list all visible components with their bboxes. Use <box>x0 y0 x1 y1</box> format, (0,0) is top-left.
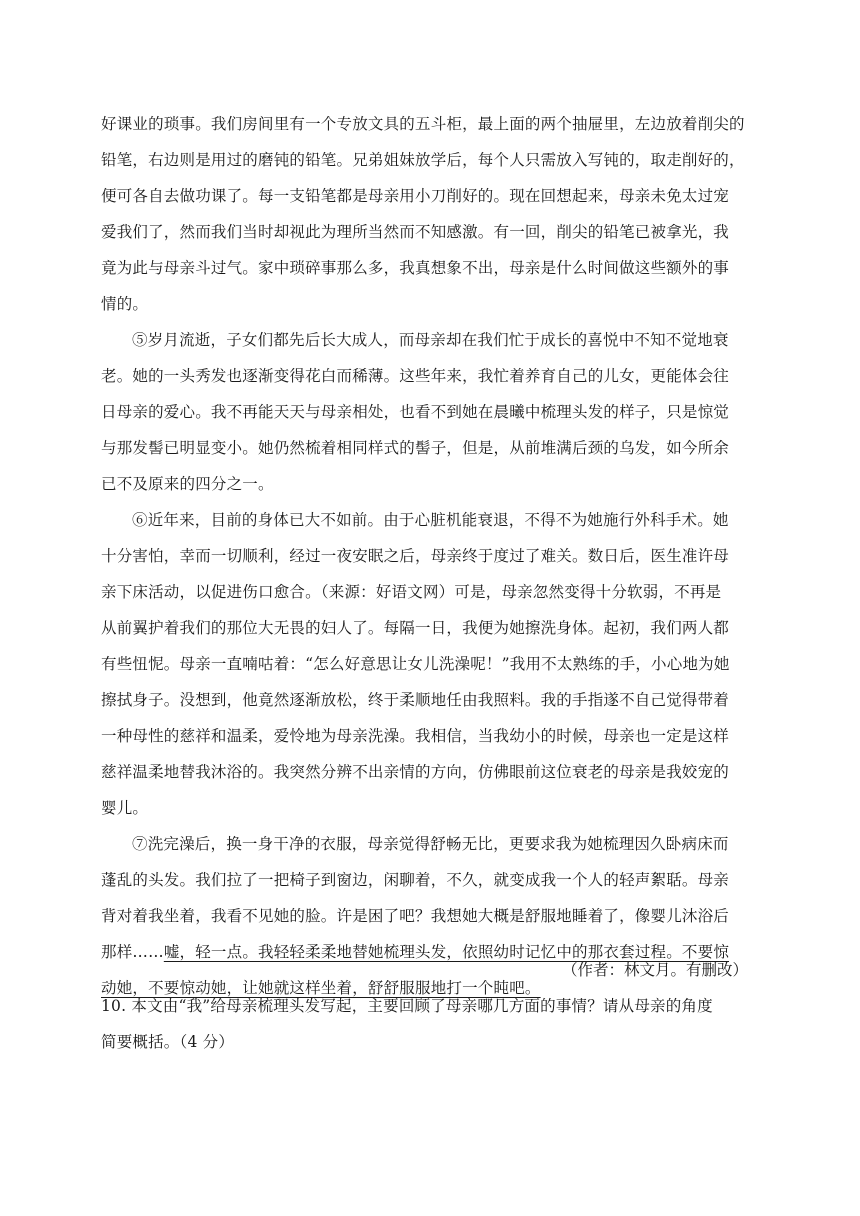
text-line: 一种母性的慈祥和温柔，爱怜地为母亲洗澡。我相信，当我幼小的时候，母亲也一定是这样 <box>101 727 730 745</box>
text-line: 便可各自去做功课了。每一支铅笔都是母亲用小刀削好的。现在回想起来，母亲未免太过宠 <box>101 187 730 205</box>
text-line: 慈祥温柔地替我沐浴的。我突然分辨不出亲情的方向，仿佛眼前这位衰老的母亲是我姣宠的 <box>101 763 730 781</box>
text-line: 有些忸怩。母亲一直喃咕着：“怎么好意思让女儿洗澡呢！”我用不太熟练的手，小心地为她 <box>101 655 730 673</box>
text-line: 爱我们了，然而我们当时却视此为理所当然而不知感激。有一回，削尖的铅笔已被拿光，我 <box>101 223 730 241</box>
text-line: 老。她的一头秀发也逐渐变得花白而稀薄。这些年来，我忙着养育自己的儿女，更能体会往 <box>101 367 730 385</box>
text-line: 情的。 <box>101 295 149 313</box>
question-line: 10. 本文由“我”给母亲梳理头发写起，主要回顾了母亲哪几方面的事情？请从母亲的角度 <box>101 997 713 1015</box>
underlined-text: 嘘，轻一点。我轻轻柔柔地替她梳理头发，依照幼时记忆中的那衣套过程。不要惊 <box>163 943 730 961</box>
paragraph-5 <box>101 322 761 502</box>
underlined-text: 动她，不要惊动她，让她就这样坐着，舒舒服服地打一个盹吧。 <box>101 979 541 997</box>
text-line: 日母亲的爱心。我不再能天天与母亲相处，也看不到她在晨曦中梳理头发的样子，只是惊觉 <box>101 403 730 421</box>
text-line: 从前翼护着我们的那位大无畏的妇人了。每隔一日，我便为她擦洗身体。起初，我们两人都 <box>101 619 730 637</box>
text-line: 铅笔，右边则是用过的磨钝的铅笔。兄弟姐妹放学后，每个人只需放入写钝的，取走削好的， <box>101 151 745 169</box>
text-line: 亲下床活动，以促进伤口愈合。（来源：好语文网）可是，母亲忽然变得十分软弱，不再是 <box>101 583 722 601</box>
question-10 <box>101 988 761 1060</box>
question-line: 简要概括。（4 分） <box>101 1033 235 1051</box>
paragraph-6 <box>101 502 761 826</box>
text-line: 蓬乱的头发。我们拉了一把椅子到窗边，闲聊着，不久，就变成我一个人的轻声絮聒。母亲 <box>101 871 730 889</box>
text-line: 与那发髻已明显变小。她仍然梳着相同样式的髻子，但是，从前堆满后颈的乌发，如今所余 <box>101 439 730 457</box>
text-line: ⑤岁月流逝，子女们都先后长大成人，而母亲却在我们忙于成长的喜悦中不知不觉地衰 <box>132 331 729 349</box>
text-line: ⑥近年来，目前的身体已大不如前。由于心脏机能衰退，不得不为她施行外科手术。她 <box>132 511 729 529</box>
text-line: 擦拭身子。没想到，他竟然逐渐放松，终于柔顺地任由我照料。我的手指遂不自己觉得带着 <box>101 691 730 709</box>
text-line: 婴儿。 <box>101 799 149 817</box>
text-line: 背对着我坐着，我看不见她的脸。许是困了吧？我想她大概是舒服地睡着了，像婴儿沐浴后 <box>101 907 730 925</box>
paragraph-4-continued <box>101 106 761 322</box>
text-line: 好课业的琐事。我们房间里有一个专放文具的五斗柜，最上面的两个抽屉里，左边放着削尖的 <box>101 115 745 133</box>
text-line: 已不及原来的四分之一。 <box>101 475 274 493</box>
text-line: 十分害怕，幸而一切顺利，经过一夜安眠之后，母亲终于度过了难关。数日后，医生准许母 <box>101 547 730 565</box>
plain-text: 那样…… <box>101 943 164 961</box>
text-line: 竟为此与母亲斗过气。家中琐碎事那么多，我真想象不出，母亲是什么时间做这些额外的事 <box>101 259 730 277</box>
text-line: ⑦洗完澡后，换一身干净的衣服，母亲觉得舒畅无比，更要求我为她梳理因久卧病床而 <box>132 835 729 853</box>
author-attribution: （作者：林文月。有删改） <box>561 961 748 979</box>
